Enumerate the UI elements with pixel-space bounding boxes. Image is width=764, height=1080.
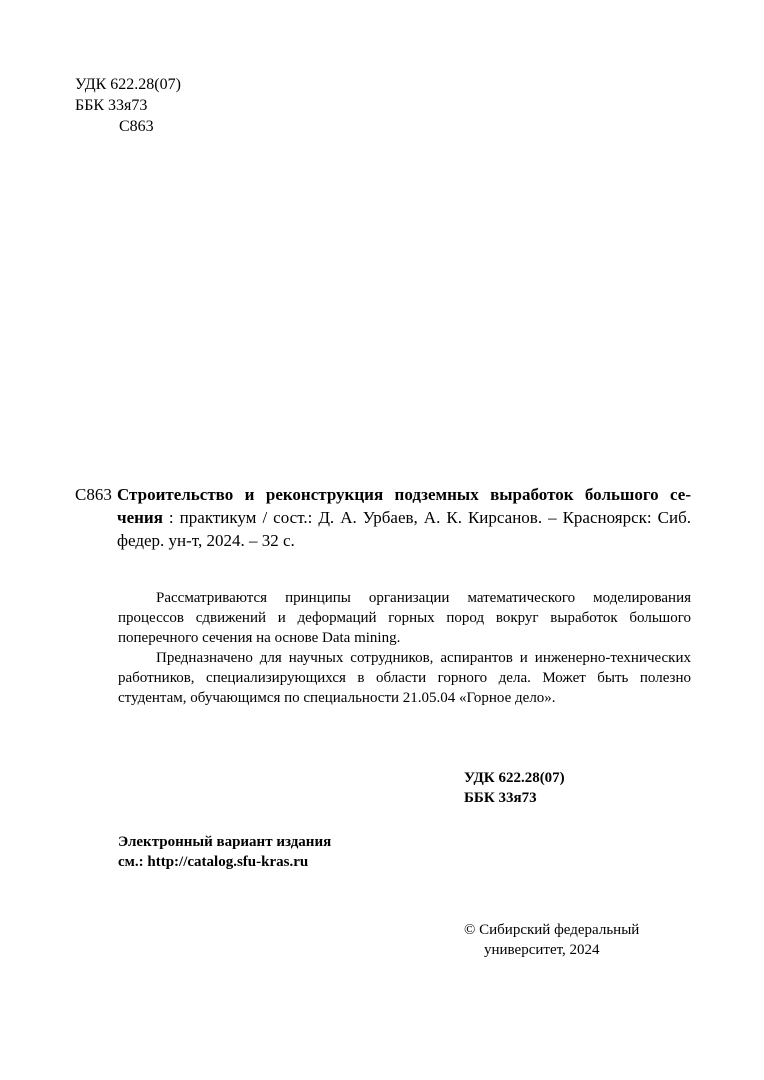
- electronic-version-note: [118, 832, 331, 872]
- record-author-mark: С863: [75, 485, 112, 504]
- bottom-bbk-code: ББК 33я73: [464, 790, 537, 806]
- record-line3: федер. ун-т, 2024. – 32 с.: [117, 531, 295, 550]
- top-bbk-code: ББК 33я73: [75, 97, 148, 114]
- bottom-classification-codes: [464, 768, 565, 808]
- bibliographic-record: [75, 483, 691, 552]
- record-line2: [117, 506, 691, 529]
- abstract: [118, 588, 691, 708]
- electronic-version-link: см.: http://catalog.sfu-kras.ru: [118, 854, 309, 870]
- top-author-mark: С863: [119, 118, 154, 135]
- record-title-tail: чения: [117, 508, 163, 527]
- top-udk-code: УДК 622.28(07): [75, 76, 181, 93]
- copyright-line2: университет, 2024: [484, 942, 600, 958]
- record-title-line1: Строительство и реконструкция подземных выработок большого се-: [117, 485, 691, 504]
- electronic-version-label: Электронный вариант издания: [118, 834, 332, 850]
- abstract-paragraph-1: Рассматриваются принципы организации математического моделирования процессов сдвижений и деформаций горных пород вокруг выработок большого поперечного сечения на основе Data mining.: [118, 590, 691, 646]
- abstract-paragraph-2: Предназначено для научных сотрудников, аспирантов и инженерно-технических работников, специализирующихся в области горного дела. Может быть полезно студентам, обучающимся по специальности 21.05.04 «Горное дело».: [118, 650, 691, 706]
- top-classification-codes: [75, 74, 181, 137]
- record-imprint: : практикум / сост.: Д. А. Урбаев, А. К. Кирсанов. – Красноярск: Сиб.: [162, 508, 691, 527]
- copyright-line1: © Сибирский федеральный: [464, 922, 640, 938]
- copyright-notice: [464, 920, 639, 960]
- bottom-udk-code: УДК 622.28(07): [464, 770, 565, 786]
